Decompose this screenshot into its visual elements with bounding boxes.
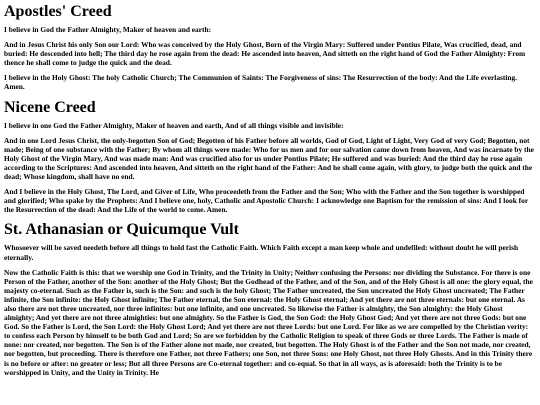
apostles-creed-section bbox=[4, 2, 534, 92]
nicene-creed-section bbox=[4, 98, 534, 215]
paragraph: Now the Catholic Faith is this: that we worship one God in Trinity, and the Trinity in Unity; Neither confusing the Persons: nor dividing the Substance. For there is one Person of the Father, another of the Son: another of the Holy Ghost; But the Godhead of the Father, and of the Son, and of the Holy Ghost is all one: the glory equal, the majesty co-eternal. Such as the Father is, such is the Son: and such is the holy Ghost; The Father uncreated, the Son uncreated the Holy Ghost uncreated; The Father infinite, the Son infinite: the Holy Ghost infinite; The Father eternal, the Son eternal: the Holy Ghost eternal; And yet there are not three eternals: but one eternal. As also there are not three uncreated, nor three infinites: but one infinite, and one uncreated. So likewise the Father is almighty, the Son almighty: the Holy Ghost almighty; And yet there are not three almighties: but one almighty. So the Father is God, the Son God: the Holy Ghost God; And yet there are not three Gods: but one God. So the Father is Lord, the Son Lord: the Holy Ghost Lord; And yet there are not three Lords: but one Lord. For like as we are compelled by the Christian verity: to confess each Person by himself to be both God and Lord; So are we forbidden by the Catholic Religion to speak of three Gods or three Lords. The Father is made of none: nor created, nor begotten. The Son is of the Father alone not made, nor created, but begotten. The Holy Ghost is of the Father and the Son not made, nor created, nor begotten, but proceeding. There is therefore one Father, not three Fathers; one Son, not three Sons: one Holy Ghost, not three Holy Ghosts. And in this Trinity there is no before or after: no greater or less; But all three Persons are Co-eternal together: and co-equal. So that in all ways, as is aforesaid: both the Trinity is to be worshipped in Unity, and the Unity in Trinity. He bbox=[4, 267, 533, 377]
paragraph: And in Jesus Christ his only Son our Lord: Who was conceived by the Holy Ghost, Born of the Virgin Mary: Suffered under Pontius Pilate, Was crucified, dead, and buried: He descended into hell; The third day he rose again from the dead: He ascended into heaven, And sitteth on the right hand of God the Father Almighty: From thence he shall come to judge the quick and the dead. bbox=[4, 40, 526, 68]
paragraph: I believe in God the Father Almighty, Maker of heaven and earth: bbox=[4, 25, 212, 34]
section-heading: St. Athanasian or Quicumque Vult bbox=[4, 221, 239, 239]
section-heading: Nicene Creed bbox=[4, 98, 96, 116]
paragraph: Whosoever will be saved needeth before all things to hold fast the Catholic Faith. Which Faith except a man keep whole and undefiled: without doubt he will perish eternally. bbox=[4, 243, 519, 262]
paragraph: I believe in the Holy Ghost: The holy Catholic Church; The Communion of Saints: The Forgiveness of sins: The Resurrection of the body: And the Life everlasting. Amen. bbox=[4, 73, 518, 92]
athanasian-creed-section bbox=[4, 220, 534, 376]
paragraph: I believe in one God the Father Almighty, Maker of heaven and earth, And of all things visible and invisible: bbox=[4, 120, 344, 130]
paragraph: And I believe in the Holy Ghost, The Lord, and Giver of Life, Who proceedeth from the Father and the Son; Who with the Father and the Son together is worshipped and glorified; Who spake by the Prophets: And I believe one, holy, Catholic and Apostolic Church: I acknowledge one Baptism for the remission of sins: And I look for the Resurrection of the dead: And the Life of the world to come. Amen. bbox=[4, 187, 528, 215]
paragraph: And in one Lord Jesus Christ, the only-begotten Son of God; Begotten of his Father before all worlds, God of God, Light of Light, Very God of very God; Begotten, not made; Being of one substance with the Father; By whom all things were made: Who for us men and for our salvation came down from heaven, And was incarnate by the Holy Ghost of the Virgin Mary, And was made man: And was crucified also for us under Pontius Pilate; He suffered and was buried: And the third day he rose again according to the Scriptures: And ascended into heaven, And sitteth on the right hand of the Father: And he shall come again, with glory, to judge both the quick and the dead; Whose kingdom, shall have no end. bbox=[4, 135, 534, 182]
section-heading: Apostles' Creed bbox=[4, 3, 112, 20]
